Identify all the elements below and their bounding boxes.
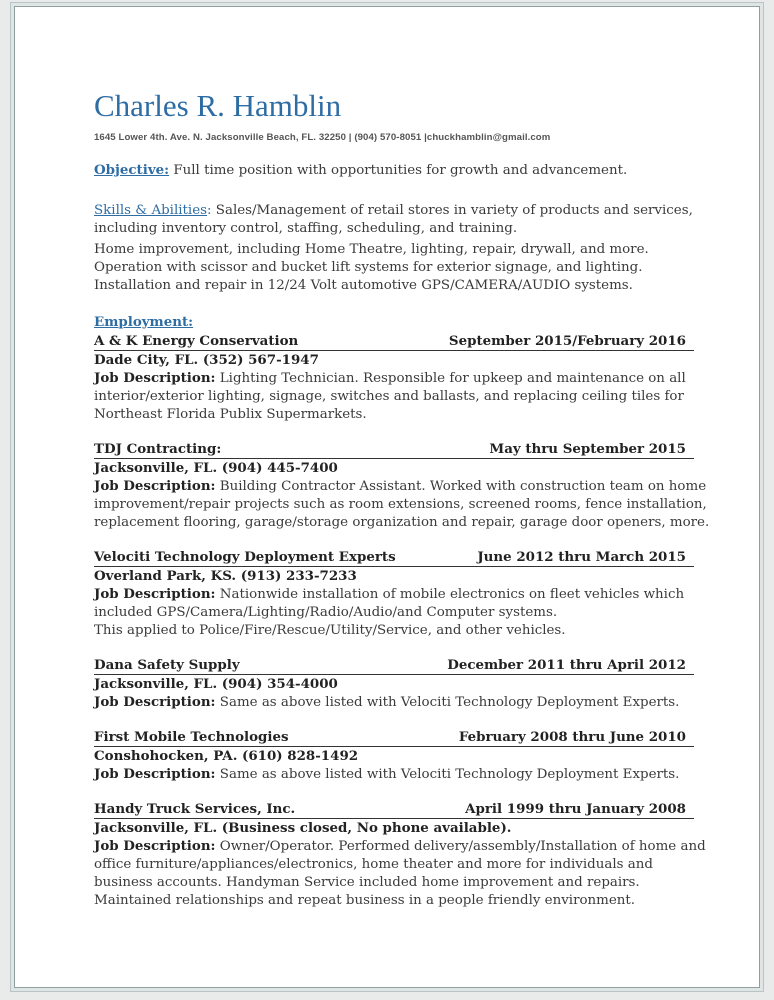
job-header xyxy=(94,729,694,747)
objective-section xyxy=(94,161,694,180)
job-dates: April 1999 thru January 2008 xyxy=(465,801,686,817)
job-description-line: business accounts. Handyman Service included home improvement and repairs. xyxy=(94,875,640,890)
job-header xyxy=(94,441,694,459)
job-description xyxy=(94,369,694,388)
job-description-label: Job Description: xyxy=(94,478,216,494)
job-description-text: Lighting Technician. Responsible for upkeep and maintenance on all xyxy=(219,371,686,386)
job-description-line: Maintained relationships and repeat business in a people friendly environment. xyxy=(94,893,636,908)
skills-line: Operation with scissor and bucket lift systems for exterior signage, and lighting. xyxy=(94,260,643,275)
job-description-label: Job Description: xyxy=(94,766,216,782)
job-description-text: Same as above listed with Velociti Technology Deployment Experts. xyxy=(219,767,680,782)
job-entry xyxy=(94,657,694,712)
employment-list xyxy=(94,333,710,910)
job-company: A & K Energy Conservation xyxy=(94,333,299,349)
job-description-line: included GPS/Camera/Lighting/Radio/Audio/and Computer systems. xyxy=(94,605,558,620)
job-description-label: Job Description: xyxy=(94,838,216,854)
job-description xyxy=(94,765,694,784)
job-description xyxy=(94,693,694,712)
job-description-line: improvement/repair projects such as room extensions, screened rooms, fence installation, xyxy=(94,497,707,512)
job-location: Jacksonville, FL. (Business closed, No phone available). xyxy=(94,820,512,836)
job-location: Overland Park, KS. (913) 233-7233 xyxy=(94,568,357,584)
skills-first-line: Sales/Management of retail stores in variety of products and services, xyxy=(215,203,693,218)
job-description-text: Same as above listed with Velociti Technology Deployment Experts. xyxy=(219,695,680,710)
job-description-text: Owner/Operator. Performed delivery/assembly/Installation of home and xyxy=(219,839,706,854)
document-page xyxy=(14,6,760,988)
job-company: Dana Safety Supply xyxy=(94,657,240,673)
job-header xyxy=(94,549,694,567)
job-location: Conshohocken, PA. (610) 828-1492 xyxy=(94,748,359,764)
skills-line: including inventory control, staffing, scheduling, and training. xyxy=(94,221,518,236)
job-description-text: Building Contractor Assistant. Worked with construction team on home xyxy=(219,479,707,494)
job-entry xyxy=(94,333,694,424)
job-description-line: replacement flooring, garage/storage organization and repair, garage door openers, more. xyxy=(94,515,710,530)
job-description-line: office furniture/appliances/electronics, home theater and more for individuals and xyxy=(94,857,653,872)
job-entry xyxy=(94,801,706,910)
job-description-label: Job Description: xyxy=(94,370,216,386)
skills-line: Installation and repair in 12/24 Volt automotive GPS/CAMERA/AUDIO systems. xyxy=(94,278,633,293)
job-location: Jacksonville, FL. (904) 445-7400 xyxy=(94,460,338,476)
objective-label: Objective: xyxy=(94,162,170,178)
contact-line: 1645 Lower 4th. Ave. N. Jacksonville Beach, FL. 32250 | (904) 570-8051 |chuckhamblin@gmail.com xyxy=(94,132,551,143)
job-entry xyxy=(94,549,694,640)
job-description-label: Job Description: xyxy=(94,586,216,602)
resume-content xyxy=(94,88,710,910)
objective-text: Full time position with opportunities for growth and advancement. xyxy=(173,163,628,178)
job-description xyxy=(94,585,694,604)
job-location: Jacksonville, FL. (904) 354-4000 xyxy=(94,676,338,692)
job-location: Dade City, FL. (352) 567-1947 xyxy=(94,352,319,368)
job-company: Velociti Technology Deployment Experts xyxy=(94,549,396,565)
job-dates: May thru September 2015 xyxy=(489,441,686,457)
skills-colon: : xyxy=(207,203,212,218)
skills-label: Skills & Abilities xyxy=(94,203,207,218)
job-header xyxy=(94,801,694,819)
job-description xyxy=(94,477,707,496)
job-dates: September 2015/February 2016 xyxy=(448,333,686,349)
job-header xyxy=(94,657,694,675)
job-dates: June 2012 thru March 2015 xyxy=(477,549,686,565)
job-entry xyxy=(94,729,694,784)
job-company: TDJ Contracting: xyxy=(94,441,222,457)
job-description-line: This applied to Police/Fire/Rescue/Utility/Service, and other vehicles. xyxy=(94,623,566,638)
job-company: First Mobile Technologies xyxy=(94,729,289,745)
job-description-label: Job Description: xyxy=(94,694,216,710)
job-description-text: Nationwide installation of mobile electronics on fleet vehicles which xyxy=(219,587,685,602)
skills-section xyxy=(94,202,694,295)
employment-label: Employment: xyxy=(94,314,194,330)
job-dates: February 2008 thru June 2010 xyxy=(458,729,686,745)
job-header xyxy=(94,333,694,351)
job-description-line: Northeast Florida Publix Supermarkets. xyxy=(94,407,367,422)
skills-line: Home improvement, including Home Theatre, lighting, repair, drywall, and more. xyxy=(94,242,649,257)
job-description xyxy=(94,837,706,856)
job-entry xyxy=(94,441,710,532)
job-company: Handy Truck Services, Inc. xyxy=(94,801,296,817)
job-description-line: interior/exterior lighting, signage, switches and ballasts, and replacing ceiling tiles for xyxy=(94,389,684,404)
candidate-name: Charles R. Hamblin xyxy=(94,88,342,123)
job-dates: December 2011 thru April 2012 xyxy=(447,657,686,673)
